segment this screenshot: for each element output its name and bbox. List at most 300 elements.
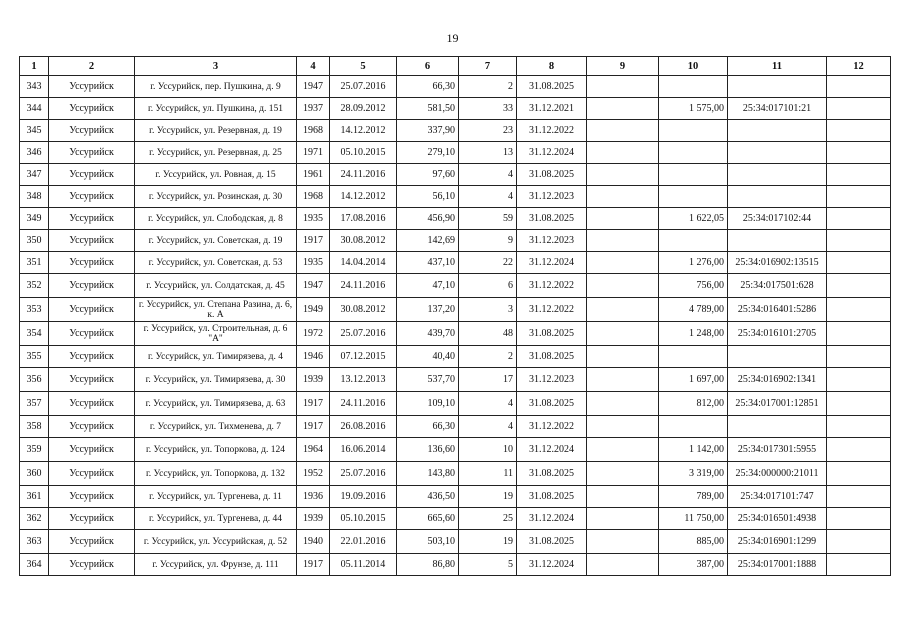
resettlement-deadline-cell: 31.08.2025 — [517, 76, 587, 98]
col-10-value-cell — [659, 120, 728, 142]
table-row — [20, 438, 891, 462]
residents-cell: 11 — [459, 462, 517, 486]
cadastral-number-cell — [728, 76, 827, 98]
area-cell: 40,40 — [397, 346, 459, 368]
area-cell: 142,69 — [397, 230, 459, 252]
col-12-cell — [827, 554, 891, 576]
col-9-cell — [587, 462, 659, 486]
col-10-value-cell: 1 622,05 — [659, 208, 728, 230]
col-9-cell — [587, 438, 659, 462]
residents-cell: 9 — [459, 230, 517, 252]
row-number-cell: 347 — [20, 164, 49, 186]
year-built-cell: 1968 — [297, 186, 330, 208]
address-cell: г. Уссурийск, ул. Тургенева, д. 44 — [135, 508, 297, 530]
cadastral-number-cell: 25:34:017001:1888 — [728, 554, 827, 576]
col-12-cell — [827, 274, 891, 298]
resettlement-deadline-cell: 31.08.2025 — [517, 164, 587, 186]
year-built-cell: 1917 — [297, 554, 330, 576]
col-10-value-cell: 1 276,00 — [659, 252, 728, 274]
area-cell: 279,10 — [397, 142, 459, 164]
cadastral-number-cell — [728, 416, 827, 438]
cadastral-number-cell: 25:34:016901:1299 — [728, 530, 827, 554]
col-9-cell — [587, 392, 659, 416]
row-number-cell: 364 — [20, 554, 49, 576]
decision-date-cell: 05.10.2015 — [330, 508, 397, 530]
settlement-cell: Уссурийск — [49, 186, 135, 208]
residents-cell: 6 — [459, 274, 517, 298]
settlement-cell: Уссурийск — [49, 252, 135, 274]
col-12-cell — [827, 186, 891, 208]
address-cell: г. Уссурийск, ул. Ровная, д. 15 — [135, 164, 297, 186]
col-12-cell — [827, 322, 891, 346]
address-cell: г. Уссурийск, ул. Фрунзе, д. 111 — [135, 554, 297, 576]
resettlement-deadline-cell: 31.12.2022 — [517, 416, 587, 438]
decision-date-cell: 28.09.2012 — [330, 98, 397, 120]
residents-cell: 2 — [459, 346, 517, 368]
settlement-cell: Уссурийск — [49, 322, 135, 346]
row-number-cell: 352 — [20, 274, 49, 298]
col-10-value-cell — [659, 142, 728, 164]
col-12-cell — [827, 252, 891, 274]
address-cell: г. Уссурийск, ул. Резервная, д. 19 — [135, 120, 297, 142]
area-cell: 86,80 — [397, 554, 459, 576]
table-row — [20, 186, 891, 208]
decision-date-cell: 24.11.2016 — [330, 274, 397, 298]
resettlement-deadline-cell: 31.12.2024 — [517, 252, 587, 274]
area-cell: 97,60 — [397, 164, 459, 186]
residents-cell: 33 — [459, 98, 517, 120]
residents-cell: 2 — [459, 76, 517, 98]
decision-date-cell: 05.11.2014 — [330, 554, 397, 576]
residents-cell: 10 — [459, 438, 517, 462]
col-10-value-cell: 387,00 — [659, 554, 728, 576]
decision-date-cell: 19.09.2016 — [330, 486, 397, 508]
area-cell: 56,10 — [397, 186, 459, 208]
address-cell: г. Уссурийск, ул. Розинская, д. 30 — [135, 186, 297, 208]
year-built-cell: 1964 — [297, 438, 330, 462]
column-header-4: 4 — [297, 57, 330, 76]
year-built-cell: 1940 — [297, 530, 330, 554]
residents-cell: 19 — [459, 530, 517, 554]
table-row — [20, 530, 891, 554]
decision-date-cell: 26.08.2016 — [330, 416, 397, 438]
resettlement-deadline-cell: 31.12.2024 — [517, 554, 587, 576]
col-12-cell — [827, 462, 891, 486]
cadastral-number-cell — [728, 120, 827, 142]
col-10-value-cell: 885,00 — [659, 530, 728, 554]
address-cell: г. Уссурийск, ул. Резервная, д. 25 — [135, 142, 297, 164]
housing-registry-table — [19, 56, 891, 576]
column-header-5: 5 — [330, 57, 397, 76]
area-cell: 436,50 — [397, 486, 459, 508]
decision-date-cell: 14.12.2012 — [330, 186, 397, 208]
cadastral-number-cell — [728, 346, 827, 368]
address-cell: г. Уссурийск, ул. Советская, д. 19 — [135, 230, 297, 252]
column-header-8: 8 — [517, 57, 587, 76]
table-row — [20, 486, 891, 508]
decision-date-cell: 17.08.2016 — [330, 208, 397, 230]
column-header-7: 7 — [459, 57, 517, 76]
column-header-10: 10 — [659, 57, 728, 76]
area-cell: 66,30 — [397, 76, 459, 98]
decision-date-cell: 16.06.2014 — [330, 438, 397, 462]
col-9-cell — [587, 186, 659, 208]
cadastral-number-cell: 25:34:016902:13515 — [728, 252, 827, 274]
col-12-cell — [827, 368, 891, 392]
row-number-cell: 359 — [20, 438, 49, 462]
residents-cell: 17 — [459, 368, 517, 392]
table-row — [20, 142, 891, 164]
row-number-cell: 361 — [20, 486, 49, 508]
table-row — [20, 368, 891, 392]
table-row — [20, 98, 891, 120]
col-10-value-cell — [659, 186, 728, 208]
cadastral-number-cell — [728, 186, 827, 208]
address-cell: г. Уссурийск, ул. Тимирязева, д. 4 — [135, 346, 297, 368]
settlement-cell: Уссурийск — [49, 120, 135, 142]
table-row — [20, 554, 891, 576]
decision-date-cell: 25.07.2016 — [330, 462, 397, 486]
col-10-value-cell: 3 319,00 — [659, 462, 728, 486]
settlement-cell: Уссурийск — [49, 462, 135, 486]
residents-cell: 4 — [459, 392, 517, 416]
col-9-cell — [587, 298, 659, 322]
resettlement-deadline-cell: 31.12.2023 — [517, 186, 587, 208]
col-10-value-cell — [659, 76, 728, 98]
col-12-cell — [827, 120, 891, 142]
col-12-cell — [827, 392, 891, 416]
address-cell: г. Уссурийск, ул. Пушкина, д. 151 — [135, 98, 297, 120]
resettlement-deadline-cell: 31.08.2025 — [517, 208, 587, 230]
row-number-cell: 348 — [20, 186, 49, 208]
settlement-cell: Уссурийск — [49, 438, 135, 462]
col-12-cell — [827, 298, 891, 322]
settlement-cell: Уссурийск — [49, 508, 135, 530]
col-9-cell — [587, 142, 659, 164]
cadastral-number-cell: 25:34:016401:5286 — [728, 298, 827, 322]
resettlement-deadline-cell: 31.12.2024 — [517, 508, 587, 530]
row-number-cell: 344 — [20, 98, 49, 120]
decision-date-cell: 14.12.2012 — [330, 120, 397, 142]
row-number-cell: 346 — [20, 142, 49, 164]
resettlement-deadline-cell: 31.08.2025 — [517, 322, 587, 346]
cadastral-number-cell: 25:34:017301:5955 — [728, 438, 827, 462]
table-row — [20, 508, 891, 530]
table-row — [20, 120, 891, 142]
resettlement-deadline-cell: 31.08.2025 — [517, 462, 587, 486]
table-row — [20, 230, 891, 252]
year-built-cell: 1947 — [297, 274, 330, 298]
cadastral-number-cell: 25:34:016101:2705 — [728, 322, 827, 346]
year-built-cell: 1949 — [297, 298, 330, 322]
address-cell: г. Уссурийск, ул. Тургенева, д. 11 — [135, 486, 297, 508]
decision-date-cell: 24.11.2016 — [330, 164, 397, 186]
decision-date-cell: 24.11.2016 — [330, 392, 397, 416]
col-9-cell — [587, 416, 659, 438]
residents-cell: 22 — [459, 252, 517, 274]
col-10-value-cell: 812,00 — [659, 392, 728, 416]
area-cell: 503,10 — [397, 530, 459, 554]
col-10-value-cell: 789,00 — [659, 486, 728, 508]
cadastral-number-cell: 25:34:016902:1341 — [728, 368, 827, 392]
year-built-cell: 1937 — [297, 98, 330, 120]
area-cell: 665,60 — [397, 508, 459, 530]
row-number-cell: 356 — [20, 368, 49, 392]
col-12-cell — [827, 530, 891, 554]
settlement-cell: Уссурийск — [49, 486, 135, 508]
decision-date-cell: 30.08.2012 — [330, 298, 397, 322]
settlement-cell: Уссурийск — [49, 142, 135, 164]
residents-cell: 5 — [459, 554, 517, 576]
address-cell: г. Уссурийск, ул. Советская, д. 53 — [135, 252, 297, 274]
resettlement-deadline-cell: 31.08.2025 — [517, 486, 587, 508]
col-9-cell — [587, 230, 659, 252]
col-10-value-cell: 1 248,00 — [659, 322, 728, 346]
resettlement-deadline-cell: 31.12.2023 — [517, 368, 587, 392]
decision-date-cell: 25.07.2016 — [330, 322, 397, 346]
col-12-cell — [827, 164, 891, 186]
column-header-2: 2 — [49, 57, 135, 76]
row-number-cell: 363 — [20, 530, 49, 554]
column-header-9: 9 — [587, 57, 659, 76]
address-cell: г. Уссурийск, ул. Тихменева, д. 7 — [135, 416, 297, 438]
col-9-cell — [587, 164, 659, 186]
col-9-cell — [587, 486, 659, 508]
table-row — [20, 346, 891, 368]
col-10-value-cell — [659, 230, 728, 252]
col-10-value-cell: 1 575,00 — [659, 98, 728, 120]
decision-date-cell: 13.12.2013 — [330, 368, 397, 392]
table-row — [20, 392, 891, 416]
area-cell: 137,20 — [397, 298, 459, 322]
address-cell: г. Уссурийск, пер. Пушкина, д. 9 — [135, 76, 297, 98]
area-cell: 66,30 — [397, 416, 459, 438]
settlement-cell: Уссурийск — [49, 164, 135, 186]
col-12-cell — [827, 416, 891, 438]
decision-date-cell: 30.08.2012 — [330, 230, 397, 252]
settlement-cell: Уссурийск — [49, 298, 135, 322]
cadastral-number-cell — [728, 142, 827, 164]
col-9-cell — [587, 322, 659, 346]
area-cell: 437,10 — [397, 252, 459, 274]
area-cell: 581,50 — [397, 98, 459, 120]
row-number-cell: 343 — [20, 76, 49, 98]
row-number-cell: 349 — [20, 208, 49, 230]
address-cell: г. Уссурийск, ул. Топоркова, д. 132 — [135, 462, 297, 486]
col-10-value-cell: 1 697,00 — [659, 368, 728, 392]
residents-cell: 4 — [459, 164, 517, 186]
cadastral-number-cell: 25:34:017501:628 — [728, 274, 827, 298]
resettlement-deadline-cell: 31.12.2023 — [517, 230, 587, 252]
area-cell: 439,70 — [397, 322, 459, 346]
decision-date-cell: 14.04.2014 — [330, 252, 397, 274]
table-row — [20, 274, 891, 298]
area-cell: 136,60 — [397, 438, 459, 462]
year-built-cell: 1917 — [297, 416, 330, 438]
resettlement-deadline-cell: 31.08.2025 — [517, 392, 587, 416]
col-12-cell — [827, 230, 891, 252]
column-header-3: 3 — [135, 57, 297, 76]
address-cell: г. Уссурийск, ул. Топоркова, д. 124 — [135, 438, 297, 462]
cadastral-number-cell — [728, 230, 827, 252]
col-9-cell — [587, 120, 659, 142]
col-12-cell — [827, 486, 891, 508]
address-cell: г. Уссурийск, ул. Тимирязева, д. 63 — [135, 392, 297, 416]
row-number-cell: 360 — [20, 462, 49, 486]
column-header-11: 11 — [728, 57, 827, 76]
col-12-cell — [827, 142, 891, 164]
resettlement-deadline-cell: 31.12.2022 — [517, 298, 587, 322]
area-cell: 47,10 — [397, 274, 459, 298]
col-9-cell — [587, 252, 659, 274]
row-number-cell: 357 — [20, 392, 49, 416]
year-built-cell: 1971 — [297, 142, 330, 164]
cadastral-number-cell: 25:34:017001:12851 — [728, 392, 827, 416]
col-9-cell — [587, 274, 659, 298]
col-12-cell — [827, 76, 891, 98]
col-10-value-cell: 4 789,00 — [659, 298, 728, 322]
col-9-cell — [587, 530, 659, 554]
settlement-cell: Уссурийск — [49, 392, 135, 416]
col-12-cell — [827, 346, 891, 368]
column-header-12: 12 — [827, 57, 891, 76]
cadastral-number-cell: 25:34:000000:21011 — [728, 462, 827, 486]
year-built-cell: 1935 — [297, 252, 330, 274]
settlement-cell: Уссурийск — [49, 76, 135, 98]
resettlement-deadline-cell: 31.12.2021 — [517, 98, 587, 120]
table-row — [20, 322, 891, 346]
settlement-cell: Уссурийск — [49, 416, 135, 438]
residents-cell: 25 — [459, 508, 517, 530]
row-number-cell: 362 — [20, 508, 49, 530]
col-10-value-cell: 756,00 — [659, 274, 728, 298]
table-row — [20, 164, 891, 186]
decision-date-cell: 22.01.2016 — [330, 530, 397, 554]
header-row — [20, 57, 891, 76]
col-10-value-cell — [659, 416, 728, 438]
cadastral-number-cell: 25:34:017101:747 — [728, 486, 827, 508]
table-row — [20, 462, 891, 486]
year-built-cell: 1947 — [297, 76, 330, 98]
residents-cell: 19 — [459, 486, 517, 508]
settlement-cell: Уссурийск — [49, 530, 135, 554]
col-10-value-cell — [659, 346, 728, 368]
year-built-cell: 1968 — [297, 120, 330, 142]
table-row — [20, 416, 891, 438]
resettlement-deadline-cell: 31.12.2022 — [517, 274, 587, 298]
residents-cell: 48 — [459, 322, 517, 346]
resettlement-deadline-cell: 31.12.2024 — [517, 438, 587, 462]
residents-cell: 23 — [459, 120, 517, 142]
col-9-cell — [587, 554, 659, 576]
cadastral-number-cell: 25:34:016501:4938 — [728, 508, 827, 530]
col-10-value-cell: 1 142,00 — [659, 438, 728, 462]
col-10-value-cell: 11 750,00 — [659, 508, 728, 530]
year-built-cell: 1961 — [297, 164, 330, 186]
col-9-cell — [587, 368, 659, 392]
resettlement-deadline-cell: 31.12.2022 — [517, 120, 587, 142]
row-number-cell: 354 — [20, 322, 49, 346]
address-cell: г. Уссурийск, ул. Солдатская, д. 45 — [135, 274, 297, 298]
address-cell: г. Уссурийск, ул. Строительная, д. 6 "А" — [135, 322, 297, 346]
column-header-1: 1 — [20, 57, 49, 76]
year-built-cell: 1917 — [297, 230, 330, 252]
area-cell: 109,10 — [397, 392, 459, 416]
settlement-cell: Уссурийск — [49, 230, 135, 252]
address-cell: г. Уссурийск, ул. Тимирязева, д. 30 — [135, 368, 297, 392]
col-9-cell — [587, 346, 659, 368]
area-cell: 337,90 — [397, 120, 459, 142]
col-12-cell — [827, 98, 891, 120]
resettlement-deadline-cell: 31.12.2024 — [517, 142, 587, 164]
settlement-cell: Уссурийск — [49, 554, 135, 576]
row-number-cell: 358 — [20, 416, 49, 438]
table-row — [20, 252, 891, 274]
residents-cell: 4 — [459, 186, 517, 208]
settlement-cell: Уссурийск — [49, 208, 135, 230]
col-9-cell — [587, 508, 659, 530]
year-built-cell: 1917 — [297, 392, 330, 416]
table-row — [20, 208, 891, 230]
settlement-cell: Уссурийск — [49, 274, 135, 298]
settlement-cell: Уссурийск — [49, 368, 135, 392]
decision-date-cell: 05.10.2015 — [330, 142, 397, 164]
area-cell: 456,90 — [397, 208, 459, 230]
area-cell: 143,80 — [397, 462, 459, 486]
row-number-cell: 350 — [20, 230, 49, 252]
row-number-cell: 355 — [20, 346, 49, 368]
residents-cell: 4 — [459, 416, 517, 438]
address-cell: г. Уссурийск, ул. Слободская, д. 8 — [135, 208, 297, 230]
cadastral-number-cell — [728, 164, 827, 186]
year-built-cell: 1939 — [297, 368, 330, 392]
year-built-cell: 1935 — [297, 208, 330, 230]
resettlement-deadline-cell: 31.08.2025 — [517, 346, 587, 368]
row-number-cell: 353 — [20, 298, 49, 322]
column-header-6: 6 — [397, 57, 459, 76]
resettlement-deadline-cell: 31.08.2025 — [517, 530, 587, 554]
year-built-cell: 1972 — [297, 322, 330, 346]
area-cell: 537,70 — [397, 368, 459, 392]
cadastral-number-cell: 25:34:017101:21 — [728, 98, 827, 120]
table-row — [20, 76, 891, 98]
col-9-cell — [587, 208, 659, 230]
settlement-cell: Уссурийск — [49, 346, 135, 368]
page-number: 19 — [446, 31, 459, 45]
col-9-cell — [587, 76, 659, 98]
residents-cell: 13 — [459, 142, 517, 164]
decision-date-cell: 25.07.2016 — [330, 76, 397, 98]
year-built-cell: 1939 — [297, 508, 330, 530]
residents-cell: 59 — [459, 208, 517, 230]
col-10-value-cell — [659, 164, 728, 186]
year-built-cell: 1952 — [297, 462, 330, 486]
table-body — [20, 76, 891, 576]
row-number-cell: 345 — [20, 120, 49, 142]
address-cell: г. Уссурийск, ул. Степана Разина, д. 6, к. А — [135, 298, 297, 322]
year-built-cell: 1946 — [297, 346, 330, 368]
col-9-cell — [587, 98, 659, 120]
col-12-cell — [827, 208, 891, 230]
settlement-cell: Уссурийск — [49, 98, 135, 120]
col-12-cell — [827, 438, 891, 462]
cadastral-number-cell: 25:34:017102:44 — [728, 208, 827, 230]
col-12-cell — [827, 508, 891, 530]
decision-date-cell: 07.12.2015 — [330, 346, 397, 368]
row-number-cell: 351 — [20, 252, 49, 274]
address-cell: г. Уссурийск, ул. Уссурийская, д. 52 — [135, 530, 297, 554]
table-row — [20, 298, 891, 322]
